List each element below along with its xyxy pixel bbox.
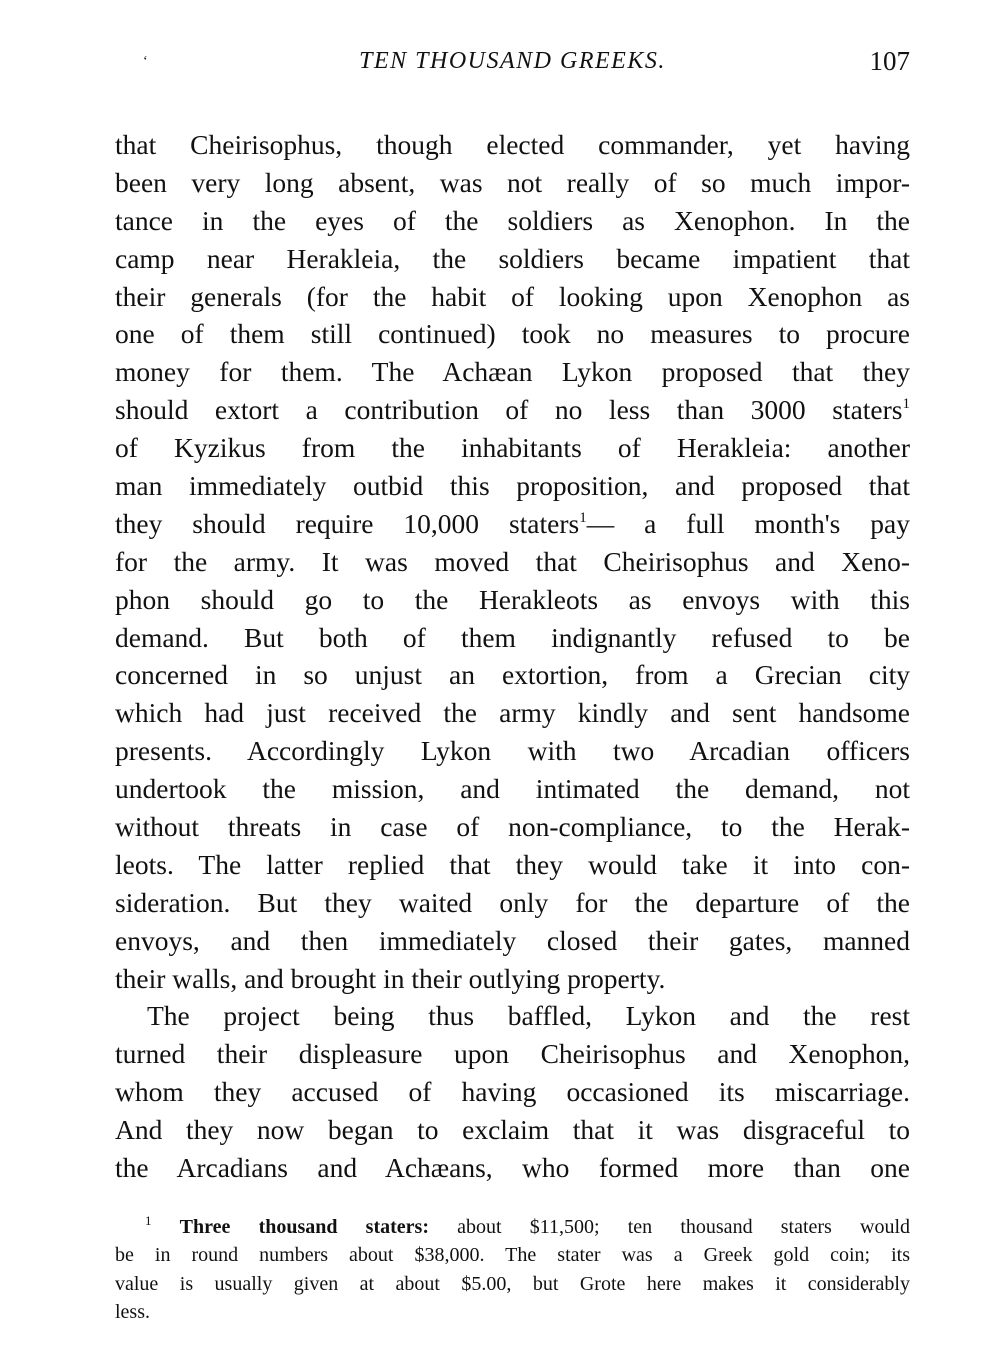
text-line: envoys, and then immediately closed their gates, manned	[115, 924, 910, 956]
running-title: TEN THOUSAND GREEKS.	[359, 48, 666, 74]
text-line: demand. But both of them indignantly refused to be	[115, 621, 910, 653]
text-line: man immediately outbid this proposition, and proposed that	[115, 470, 910, 502]
text-line: The project being thus baffled, Lykon and the rest	[147, 1000, 910, 1032]
text-line: phon should go to the Herakleots as envoys with this	[115, 583, 910, 615]
footnote	[115, 1213, 910, 1326]
text-line: presents. Accordingly Lykon with two Arcadian officers	[115, 735, 910, 767]
text-line: sideration. But they waited only for the departure of the	[115, 886, 910, 918]
text-line: without threats in case of non-compliance, to the Herak-	[115, 811, 910, 843]
footnote-lead: Three thousand staters:	[179, 1216, 429, 1238]
page-number: 107	[869, 46, 910, 76]
main-text	[115, 126, 910, 1187]
text-segment: — a full month's pay	[586, 507, 910, 539]
footnote-ref: 1	[579, 509, 587, 526]
text-line: concerned in so unjust an extortion, from a Grecian city	[115, 659, 910, 691]
text-line: their walls, and brought in their outlying property.	[115, 962, 666, 994]
text-line	[115, 505, 910, 543]
text-line: turned their displeasure upon Cheirisophus and Xenophon,	[115, 1038, 910, 1070]
text-line: for the army. It was moved that Cheirisophus and Xeno-	[115, 545, 910, 577]
footnote-line: less.	[115, 1300, 150, 1323]
running-header	[115, 44, 910, 84]
text-line: money for them. The Achæan Lykon proposed that they	[115, 356, 910, 388]
footnote-text: about $11,500; ten thousand staters would	[428, 1216, 910, 1238]
text-line: of Kyzikus from the inhabitants of Herakleia: another	[115, 432, 910, 464]
text-line: one of them still continued) took no measures to procure	[115, 318, 910, 350]
footnote-line: value is usually given at about $5.00, but Grote here makes it considerably	[115, 1272, 910, 1295]
text-line: the Arcadians and Achæans, who formed more than one	[115, 1152, 910, 1184]
text-line: that Cheirisophus, though elected commander, yet having	[115, 129, 910, 160]
footnote-line	[115, 1213, 910, 1241]
text-line: whom they accused of having occasioned its miscarriage.	[115, 1076, 910, 1108]
print-mark: ‘	[143, 54, 148, 69]
footnote-line: be in round numbers about $38,000. The stater was a Greek gold coin; its	[115, 1244, 910, 1267]
text-line: their generals (for the habit of looking upon Xenophon as	[115, 280, 910, 312]
text-line: And they now began to exclaim that it was disgraceful to	[115, 1114, 910, 1146]
text-line: been very long absent, was not really of so much impor-	[115, 166, 910, 198]
text-segment: should extort a contribution of no less than 3000 staters	[115, 394, 903, 426]
text-line: which had just received the army kindly and sent handsome	[115, 697, 910, 729]
text-line	[115, 391, 910, 429]
footnote-ref: 1	[902, 396, 910, 413]
text-line: leots. The latter replied that they would take it into con-	[115, 848, 910, 880]
footnote-marker: 1	[145, 1213, 152, 1228]
text-line: tance in the eyes of the soldiers as Xenophon. In the	[115, 204, 910, 236]
text-line: undertook the mission, and intimated the demand, not	[115, 773, 910, 805]
text-line: camp near Herakleia, the soldiers became impatient that	[115, 242, 910, 274]
text-segment: they should require 10,000 staters	[115, 507, 580, 539]
